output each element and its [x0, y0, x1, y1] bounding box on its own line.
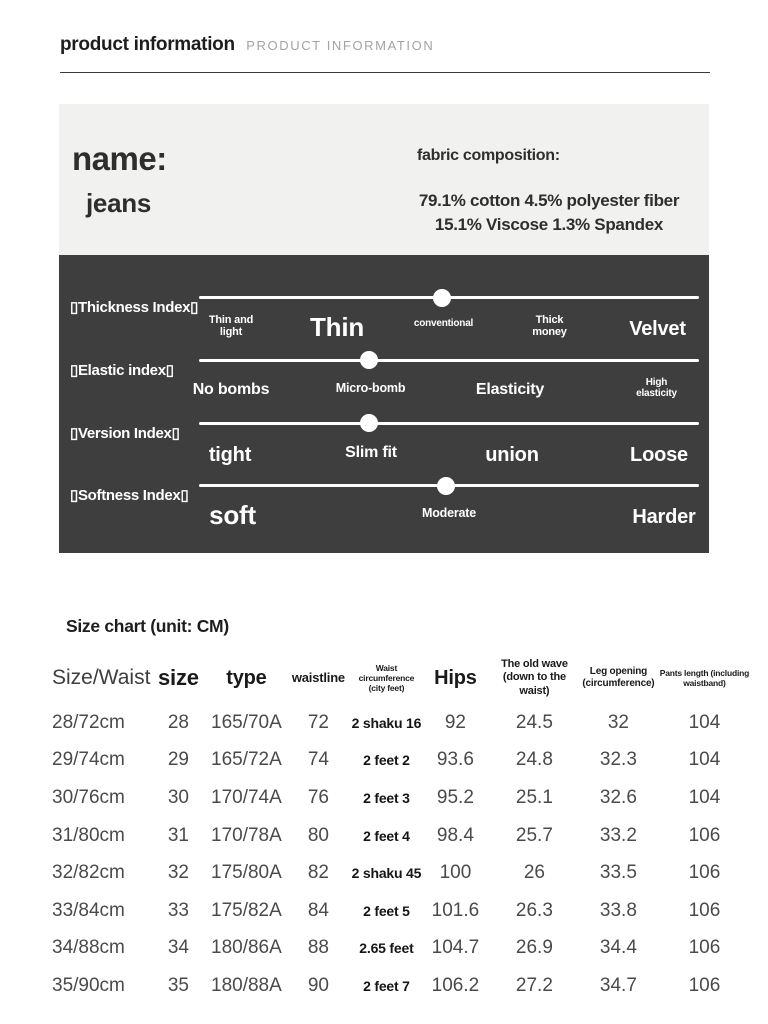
table-cell: 72 [307, 711, 329, 733]
table-cell: 74 [307, 749, 329, 771]
table-cell: 29 [167, 749, 189, 771]
table-cell: 35 [167, 974, 189, 996]
softness-index-slider-track [199, 484, 699, 487]
table-cell: 31/80cm [52, 824, 125, 846]
option-label: Harder [632, 506, 696, 529]
table-cell: 2 feet 4 [363, 827, 410, 844]
option-label: conventional [413, 318, 474, 329]
table-cell: 33.5 [599, 862, 637, 884]
table-cell: 27.2 [515, 974, 553, 996]
softness-index-row [59, 473, 709, 536]
page-subtitle: PRODUCT INFORMATION [246, 38, 435, 53]
table-cell: 106 [688, 974, 721, 996]
column-header: Leg opening (circumference) [582, 666, 655, 689]
fabric-composition-label: fabric composition: [417, 147, 560, 164]
table-cell: 2 feet 2 [363, 752, 410, 769]
thickness-index-slider-dot [433, 289, 451, 307]
table-cell: 28 [167, 711, 189, 733]
fabric-line-1: 79.1% cotton 4.5% polyester fiber [418, 191, 680, 210]
option-label: High elasticity [636, 376, 677, 399]
table-cell: 82 [307, 862, 329, 884]
table-cell: 32.6 [599, 786, 637, 808]
option-label: No bombs [192, 380, 270, 398]
table-cell: 2 shaku 16 [351, 714, 422, 731]
table-cell: 175/80A [211, 862, 282, 884]
table-cell: 24.5 [515, 711, 553, 733]
table-cell: 33/84cm [52, 899, 125, 921]
thickness-index-slider-track [199, 296, 699, 299]
table-row [42, 742, 752, 780]
table-row [42, 704, 752, 742]
table-cell: 100 [439, 862, 472, 884]
table-cell: 92 [444, 711, 466, 733]
table-cell: 101.6 [431, 899, 480, 921]
table-row [42, 892, 752, 930]
table-cell: 32.3 [599, 749, 637, 771]
table-cell: 33.8 [599, 899, 637, 921]
table-cell: 90 [307, 974, 329, 996]
table-cell: 165/70A [211, 711, 282, 733]
softness-index-slider-dot [437, 477, 455, 495]
elastic-index-label: ▯Elastic index▯ [70, 361, 174, 379]
option-label: soft [209, 500, 256, 531]
table-cell: 175/82A [211, 899, 282, 921]
table-row [42, 967, 752, 1005]
elastic-index-options [192, 371, 699, 411]
table-cell: 25.1 [515, 786, 553, 808]
version-index-slider-track [199, 422, 699, 425]
table-cell: 2 shaku 45 [351, 865, 422, 882]
table-cell: 35/90cm [52, 974, 125, 996]
option-label: Velvet [629, 318, 686, 340]
column-header: Pants length (including waistband) [659, 667, 750, 688]
version-index-options [199, 434, 699, 474]
table-cell: 26 [523, 862, 545, 884]
table-cell: 106 [688, 862, 721, 884]
table-cell: 98.4 [436, 824, 474, 846]
header [0, 0, 768, 56]
fabric-composition-value [399, 189, 699, 237]
thickness-index-row [59, 285, 709, 348]
option-label: Thick money [532, 314, 567, 339]
page-title: product information [60, 34, 235, 55]
table-cell: 33 [167, 899, 189, 921]
table-cell: 93.6 [436, 749, 474, 771]
table-cell: 106.2 [431, 974, 480, 996]
table-cell: 32/82cm [52, 862, 125, 884]
table-cell: 26.3 [515, 899, 553, 921]
table-cell: 24.8 [515, 749, 553, 771]
product-name-label: name: [72, 140, 167, 177]
column-header: The old wave (down to the waist) [501, 658, 568, 697]
option-label: Slim fit [345, 443, 397, 461]
table-cell: 104 [688, 749, 721, 771]
table-cell: 76 [307, 786, 329, 808]
version-index-row [59, 411, 709, 474]
softness-index-label: ▯Softness Index▯ [70, 487, 189, 505]
elastic-index-row [59, 348, 709, 411]
index-panel [59, 255, 709, 553]
version-index-label: ▯Version Index▯ [70, 424, 180, 442]
table-cell: 180/88A [211, 974, 282, 996]
column-header: Size/Waist [52, 666, 151, 690]
table-cell: 106 [688, 937, 721, 959]
table-cell: 2.65 feet [359, 940, 414, 957]
version-index-slider-dot [360, 414, 378, 432]
option-label: Thin [309, 312, 365, 342]
table-cell: 180/86A [211, 937, 282, 959]
table-row [42, 930, 752, 968]
table-cell: 170/78A [211, 824, 282, 846]
size-chart-table [42, 652, 752, 1005]
table-cell: 88 [307, 937, 329, 959]
table-cell: 2 feet 3 [363, 789, 410, 806]
option-label: Thin and light [208, 314, 254, 339]
table-cell: 34 [167, 937, 189, 959]
table-cell: 84 [307, 899, 329, 921]
option-label: tight [208, 443, 252, 466]
column-header: size [158, 664, 199, 690]
table-cell: 34.7 [599, 974, 637, 996]
table-cell: 104 [688, 711, 721, 733]
table-cell: 2 feet 7 [363, 977, 410, 994]
table-cell: 26.9 [515, 937, 553, 959]
table-cell: 104 [688, 786, 721, 808]
table-cell: 28/72cm [52, 711, 125, 733]
option-label: Loose [630, 443, 688, 466]
table-cell: 2 feet 5 [363, 902, 410, 919]
table-cell: 95.2 [436, 786, 474, 808]
table-cell: 30/76cm [52, 786, 125, 808]
header-divider [60, 72, 710, 73]
fabric-line-2: 15.1% Viscose 1.3% Spandex [434, 215, 664, 234]
table-row [42, 854, 752, 892]
table-cell: 106 [688, 824, 721, 846]
table-row [42, 817, 752, 855]
table-cell: 106 [688, 899, 721, 921]
table-cell: 25.7 [515, 824, 553, 846]
thickness-index-label: ▯Thickness Index▯ [70, 299, 199, 316]
table-cell: 31 [167, 824, 189, 846]
table-cell: 80 [307, 824, 329, 846]
table-cell: 165/72A [211, 749, 282, 771]
table-cell: 32 [167, 862, 189, 884]
table-cell: 34/88cm [52, 937, 125, 959]
thickness-index-options [199, 308, 699, 348]
option-label: Elasticity [475, 380, 545, 398]
table-cell: 170/74A [211, 786, 282, 808]
column-header: waistline [291, 670, 345, 686]
table-cell: 32 [607, 711, 629, 733]
product-name-value: jeans [86, 188, 151, 218]
option-label: Micro-bomb [335, 380, 406, 395]
size-chart-title: Size chart (unit: CM) [66, 616, 229, 636]
table-cell: 29/74cm [52, 749, 125, 771]
option-label: union [485, 443, 539, 466]
table-cell: 30 [167, 786, 189, 808]
option-label: Moderate [422, 506, 476, 521]
softness-index-options [199, 496, 699, 536]
table-cell: 104.7 [431, 937, 480, 959]
table-cell: 34.4 [599, 937, 637, 959]
elastic-index-slider-dot [360, 351, 378, 369]
column-header: Waist circumference (city feet) [358, 662, 415, 694]
product-summary-panel [59, 104, 709, 255]
table-row [42, 779, 752, 817]
column-header: Hips [434, 667, 477, 689]
table-cell: 33.2 [599, 824, 637, 846]
column-header: type [226, 667, 267, 689]
elastic-index-slider-track [199, 359, 699, 362]
table-header-row [42, 652, 752, 704]
